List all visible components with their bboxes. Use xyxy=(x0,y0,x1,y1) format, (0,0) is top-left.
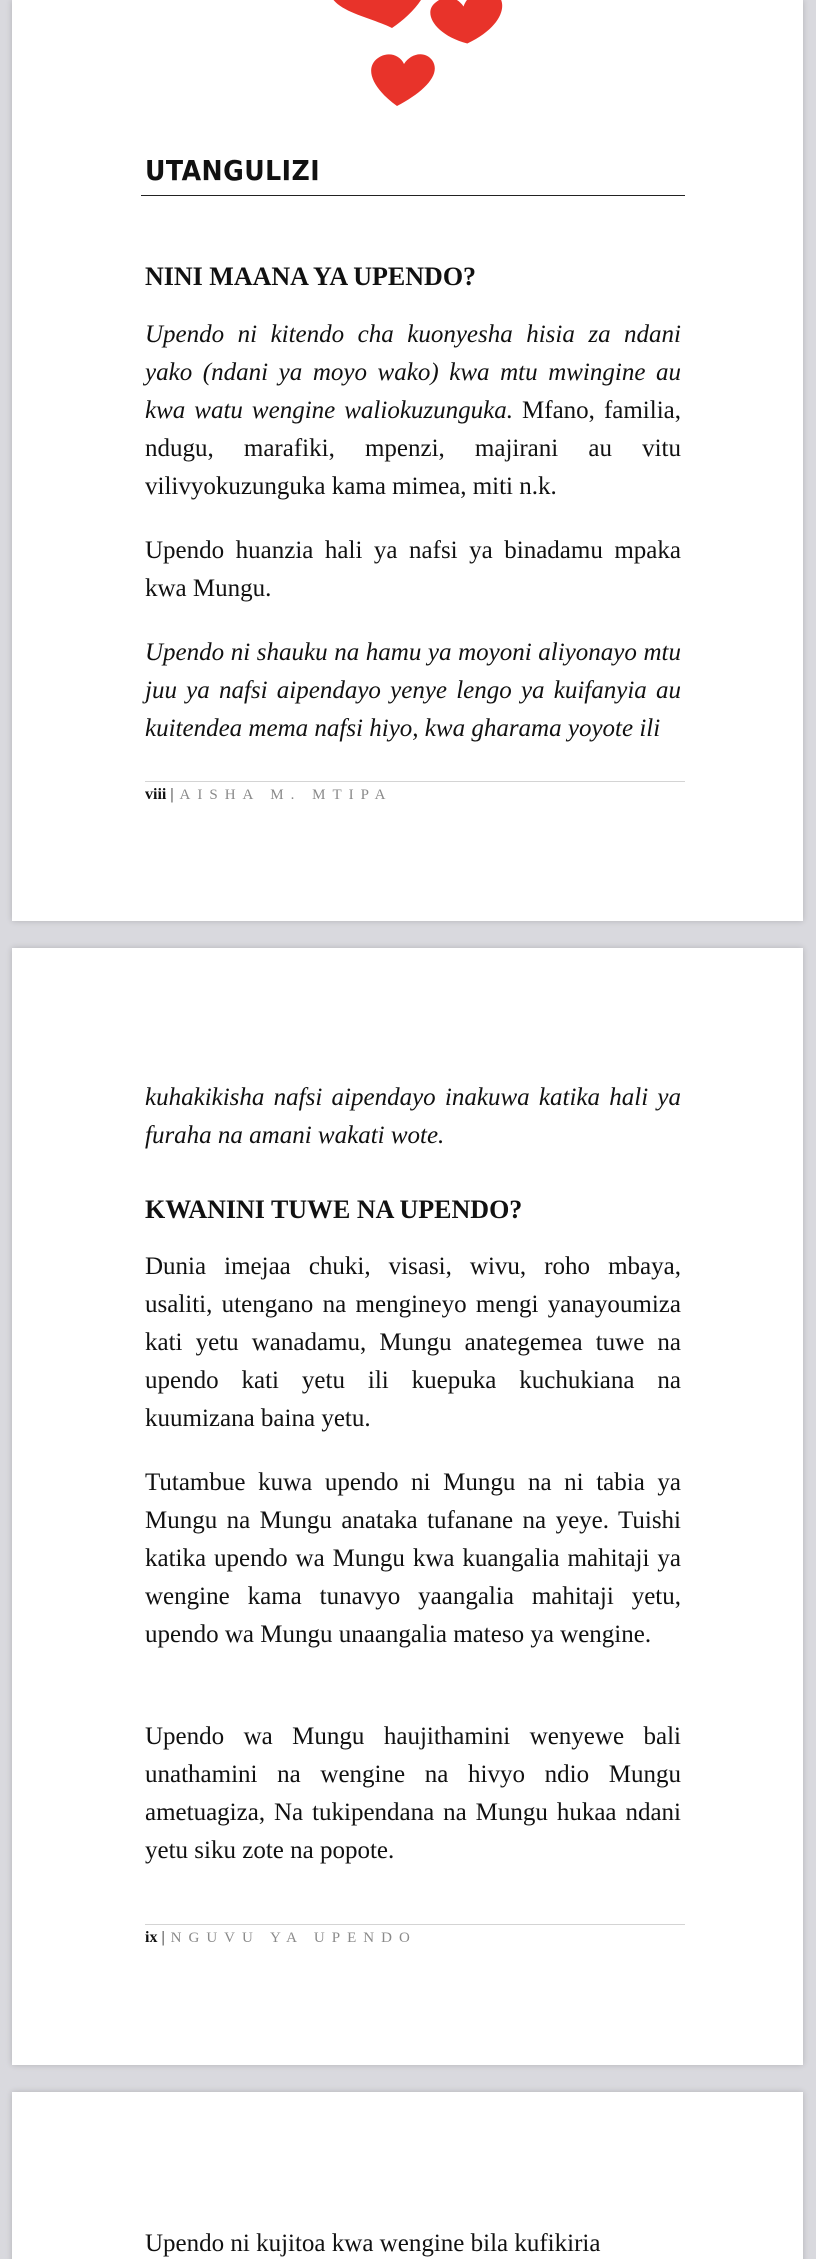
footer-rule xyxy=(145,781,685,782)
page-viii xyxy=(12,0,803,921)
running-title: AISHA M. MTIPA xyxy=(179,787,393,803)
page-footer xyxy=(145,1929,417,1947)
paragraph-2: Upendo huanzia hali ya nafsi ya binadamu mpaka kwa Mungu. xyxy=(145,537,681,602)
heading-underline xyxy=(141,195,685,196)
hearts-decoration-icon xyxy=(312,0,532,118)
footer-separator: | xyxy=(161,1929,165,1946)
page-footer xyxy=(145,786,392,804)
page-number: viii xyxy=(145,786,167,803)
paragraph-1-italic: Upendo ni kitendo cha kuonyesha hisia za ndani yako (ndani ya moyo wako) kwa mtu mwingine au kwa watu wengine waliokuzunguka. xyxy=(145,321,681,424)
paragraph-upendo-ni-kujitoa: Upendo ni kujitoa kwa wengine bila kufikiria xyxy=(145,2230,601,2257)
paragraph-1 xyxy=(145,316,681,506)
paragraph-tutambue: Tutambue kuwa upendo ni Mungu na ni tabia ya Mungu na Mungu anataka tufanane na yeye. Tuishi katika upendo wa Mungu kwa kuangalia mahitaji ya wengine kama tunavyo yaangalia mahitaji yetu, upendo wa Mungu unaangalia mateso ya wengine. xyxy=(145,1469,681,1648)
page-x xyxy=(12,2092,803,2259)
footer-separator: | xyxy=(170,786,174,803)
paragraph-1-normal: Mfano, familia, ndugu, marafiki, mpenzi, majirani au vitu vilivyokuzunguka kama mimea, miti n.k. xyxy=(145,397,681,500)
running-title: NGUVU YA UPENDO xyxy=(170,1930,417,1946)
paragraph-3: Upendo ni shauku na hamu ya moyoni aliyonayo mtu juu ya nafsi aipendayo yenye lengo ya kuifanyia au kuitendea mema nafsi hiyo, kwa gharama yoyote ili xyxy=(145,639,681,742)
paragraph-dunia: Dunia imejaa chuki, visasi, wivu, roho mbaya, usaliti, utengano na mengineyo mengi yanayoumiza kati yetu wanadamu, Mungu anategemea tuwe na upendo kati yetu ili kuepuka kuchukiana na kuumizana baina yetu. xyxy=(145,1253,681,1432)
page-ix xyxy=(12,948,803,2065)
section-title-kwanini: KWANINI TUWE NA UPENDO? xyxy=(145,1195,523,1224)
footer-rule xyxy=(145,1924,685,1925)
page-number: ix xyxy=(145,1929,158,1946)
chapter-heading: UTANGULIZI xyxy=(145,154,321,187)
section-title-nini-maana: NINI MAANA YA UPENDO? xyxy=(145,262,477,291)
paragraph-continued: kuhakikisha nafsi aipendayo inakuwa katika hali ya furaha na amani wakati wote. xyxy=(145,1084,681,1149)
paragraph-upendo-wa-mungu: Upendo wa Mungu haujithamini wenyewe bali unathamini na wengine na hivyo ndio Mungu ametuagiza, Na tukipendana na Mungu hukaa ndani yetu siku zote na popote. xyxy=(145,1723,681,1864)
